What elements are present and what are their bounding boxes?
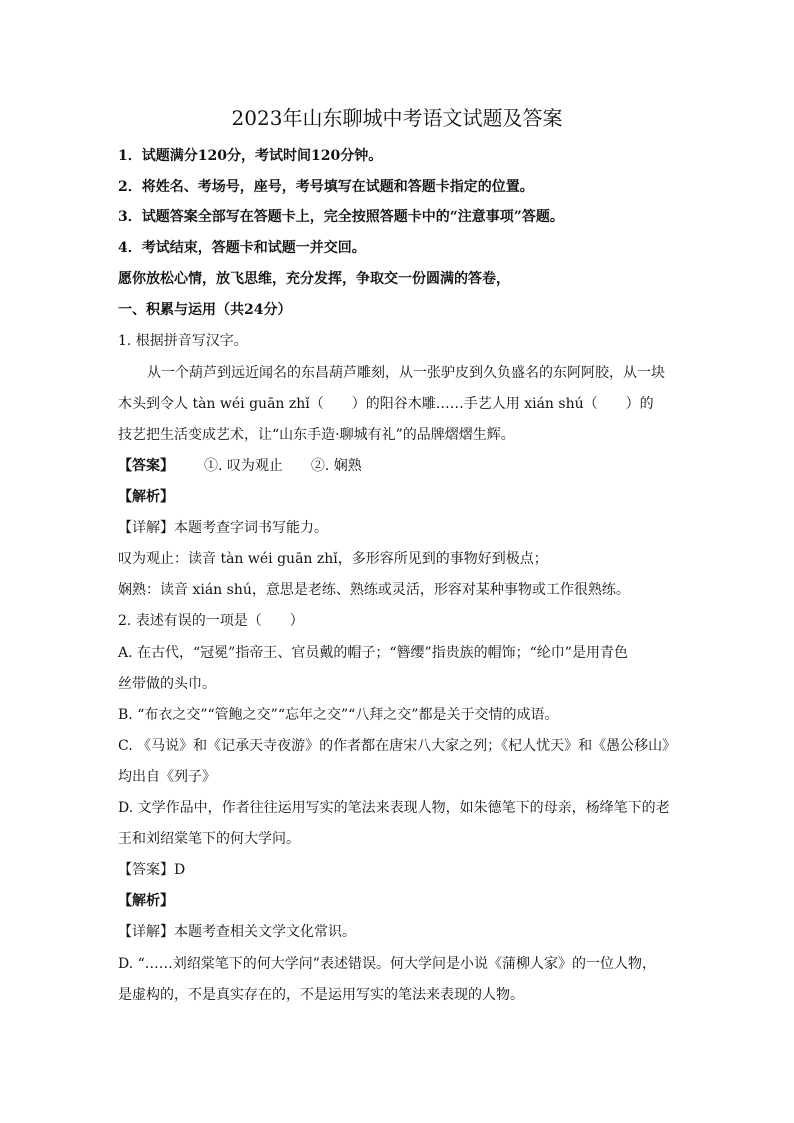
question-2-note: 是虚构的，不是真实存在的，不是运用写实的笔法来表现的人物。 xyxy=(118,987,524,1003)
instruction-3: 3．试题答案全部写在答题卡上，完全按照答题卡中的“注意事项”答题。 xyxy=(118,209,564,225)
question-1-passage-line: 木头到令人 tàn wéi guān zhǐ（ ）的阳谷木雕……手艺人用 xián shú（ ）的 xyxy=(118,396,654,412)
question-1-note: 叹为观止：读音 tàn wéi guān zhǐ，多形容所见到的事物好到极点； xyxy=(118,551,548,567)
answer-label: 【答案】 xyxy=(118,458,174,474)
question-2-prompt: 2. 表述有误的一项是（ ） xyxy=(118,613,304,629)
question-2-analysis-label: 【解析】 xyxy=(118,893,174,909)
question-2-option-c: C. 《马说》和《记承天寺夜游》的作者都在唐宋八大家之列；《杞人忧天》和《愚公移山》 xyxy=(118,738,677,754)
question-1-passage-line: 技艺把生活变成艺术，让“山东手造·聊城有礼”的品牌熠熠生辉。 xyxy=(118,427,515,443)
question-2-note: D. “……刘绍棠笔下的何大学问”表述错误。何大学问是小说《蒲柳人家》的一位人物， xyxy=(118,956,656,972)
question-1-answer xyxy=(118,455,698,477)
question-1-note: 娴熟：读音 xián shú，意思是老练、熟练或灵活，形容对某种事物或工作很熟练。 xyxy=(118,582,630,598)
question-2-option-d-cont: 王和刘绍棠笔下的何大学问。 xyxy=(118,831,300,847)
question-2-option-a: A. 在古代，“冠冕”指帝王、官员戴的帽子；“簪缨”指贵族的帽饰；“纶巾”是用青色 xyxy=(118,645,628,661)
question-1-prompt: 1. 根据拼音写汉字。 xyxy=(118,333,248,349)
section-heading: 一、积累与运用（共24分） xyxy=(118,302,292,318)
encouragement-line: 愿你放松心情，放飞思维，充分发挥，争取交一份圆满的答卷， xyxy=(118,271,510,287)
question-1-analysis-label: 【解析】 xyxy=(118,489,174,505)
question-2-option-d: D. 文学作品中，作者往往运用写实的笔法来表现人物，如朱德笔下的母亲，杨绛笔下的老 xyxy=(118,800,670,816)
question-2-answer: 【答案】D xyxy=(118,862,186,878)
question-2-option-b: B. “布衣之交”“管鲍之交”“忘年之交”“八拜之交”都是关于交情的成语。 xyxy=(118,707,559,723)
question-1-detail: 【详解】本题考查字词书写能力。 xyxy=(118,520,328,536)
answer-item-1: ①. 叹为观止 xyxy=(204,458,283,474)
document-title: 2023年山东聊城中考语文试题及答案 xyxy=(231,106,563,130)
answer-item-2: ②. 娴熟 xyxy=(310,458,362,474)
instruction-2: 2．将姓名、考场号，座号，考号填写在试题和答题卡指定的位置。 xyxy=(118,179,534,195)
question-2-option-a-cont: 丝带做的头巾。 xyxy=(118,676,216,692)
question-2-detail: 【详解】本题考查相关文学文化常识。 xyxy=(118,924,356,940)
question-1-passage-line: 从一个葫芦到远近闻名的东昌葫芦雕刻，从一张驴皮到久负盛名的东阿阿胶，从一块 xyxy=(147,365,665,381)
instruction-4: 4．考试结束，答题卡和试题一并交回。 xyxy=(118,240,366,256)
instruction-1: 1．试题满分120分，考试时间120分钟。 xyxy=(118,148,383,164)
question-2-option-c-cont: 均出自《列子》 xyxy=(118,769,216,785)
